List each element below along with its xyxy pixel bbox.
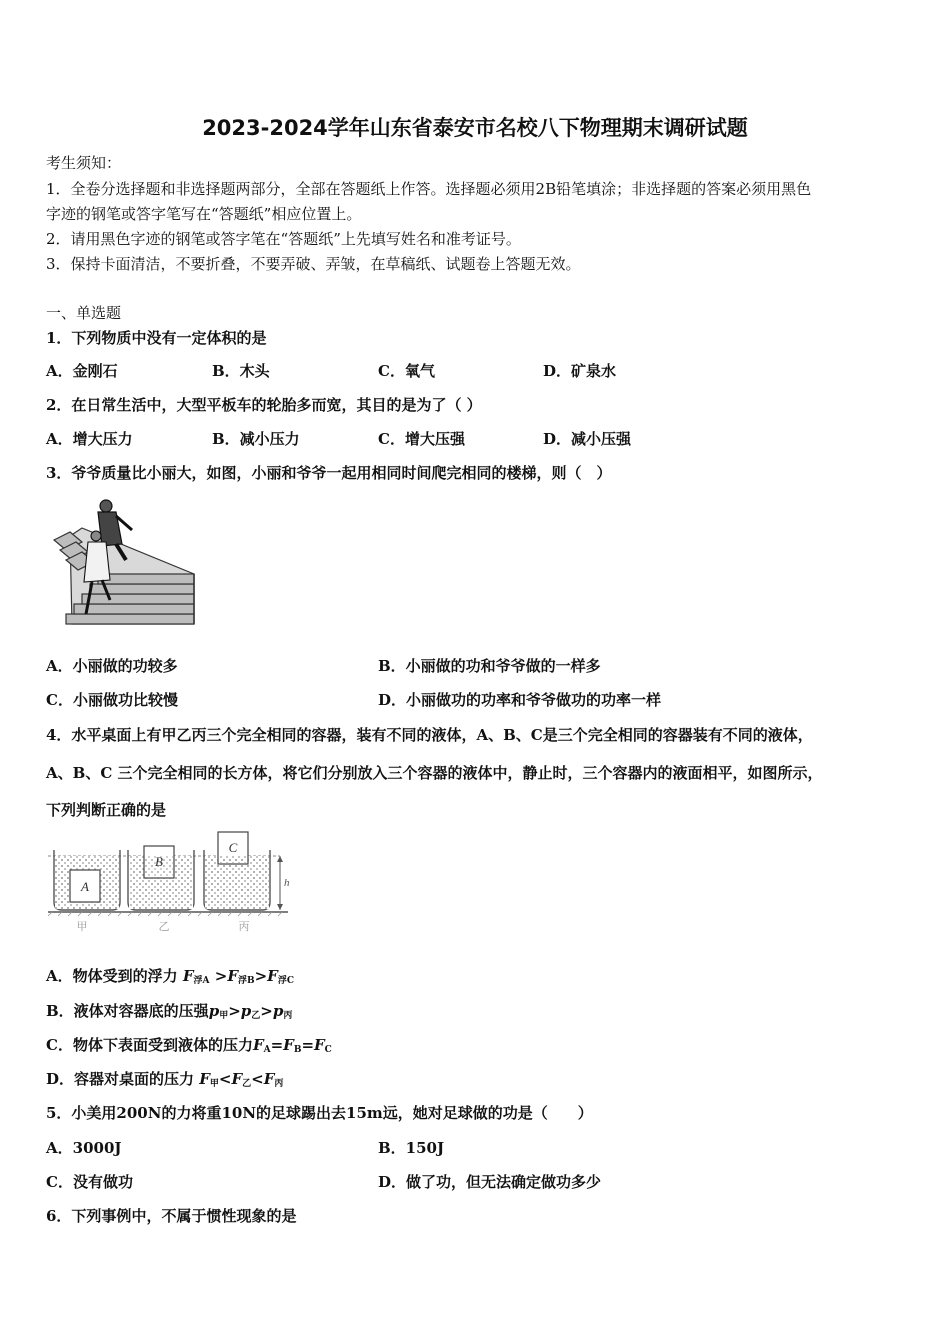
q4-option-c	[46, 1034, 332, 1055]
symbol-F: F	[314, 1036, 325, 1054]
notice-item-1-cont: 字迹的钢笔或答字笔写在“答题纸”相应位置上。	[46, 205, 362, 223]
symbol-F: F	[227, 967, 238, 985]
question-6-stem: 6．下列事例中，不属于惯性现象的是	[46, 1207, 297, 1225]
q5-option-c: C．没有做功	[46, 1173, 133, 1191]
q4-option-b	[46, 1000, 292, 1021]
q4-option-b-text: B．液体对容器底的压强	[46, 1002, 209, 1020]
label-block-a: A	[81, 879, 89, 894]
q4-option-d-text: D．容器对桌面的压力	[46, 1070, 195, 1088]
label-height: h	[284, 877, 290, 889]
q1-option-d: D．矿泉水	[543, 362, 617, 380]
op-gt: >	[254, 967, 268, 985]
symbol-F: F	[182, 967, 194, 985]
symbol-F: F	[263, 1070, 275, 1088]
question-2-stem: 2．在日常生活中，大型平板车的轮胎多而宽，其目的是为了（ ）	[46, 396, 482, 414]
q3-option-b: B．小丽做的功和爷爷做的一样多	[378, 657, 601, 675]
op-lt: <	[251, 1070, 264, 1088]
question-4-line-1: 4．水平桌面上有甲乙丙三个完全相同的容器，装有不同的液体，A、B、C是三个完全相同的容器装有不同的液体，	[46, 726, 813, 744]
sub-c1: A	[263, 1045, 271, 1055]
q2-option-c: C．增大压强	[378, 430, 465, 448]
notice-item-2: 2．请用黑色字迹的钢笔或答字笔在“答题纸”上先填写姓名和准考证号。	[46, 230, 521, 248]
symbol-F: F	[252, 1036, 264, 1054]
sub-a1: 浮A	[193, 976, 210, 986]
q4-option-c-text: C．物体下表面受到液体的压力	[46, 1036, 253, 1054]
op-gt: >	[260, 1002, 273, 1020]
q1-option-a: A．金刚石	[46, 362, 118, 380]
label-block-c: C	[228, 840, 238, 855]
op-eq: =	[301, 1036, 315, 1054]
sub-b1: 甲	[219, 1011, 229, 1021]
q3-option-d: D．小丽做功的功率和爷爷做功的功率一样	[378, 691, 662, 709]
q2-option-b: B．减小压力	[212, 430, 300, 448]
q1-option-c: C．氧气	[378, 362, 435, 380]
label-bing: 丙	[238, 920, 250, 933]
q3-option-a: A．小丽做的功较多	[46, 657, 178, 675]
sub-d1: 甲	[209, 1079, 219, 1089]
label-jia: 甲	[76, 920, 88, 933]
symbol-F: F	[231, 1070, 243, 1088]
question-4-line-2: A、B、C 三个完全相同的长方体，将它们分别放入三个容器的液体中，静止时，三个容器内的液面相平，如图所示，	[46, 764, 823, 782]
question-5-stem: 5．小美用200N的力将重10N的足球踢出去15m远，她对足球做的功是（ ）	[46, 1104, 593, 1122]
label-block-b: B	[155, 854, 163, 869]
op-gt: >	[228, 1002, 241, 1020]
q2-option-d: D．减小压强	[543, 430, 632, 448]
q4-option-d	[46, 1068, 283, 1089]
section-heading: 一、单选题	[46, 304, 122, 322]
sub-d2: 乙	[242, 1079, 252, 1089]
question-4-line-3: 下列判断正确的是	[46, 801, 167, 819]
q5-option-d: D．做了功，但无法确定做功多少	[378, 1173, 602, 1191]
notice-heading: 考生须知：	[46, 154, 122, 172]
q5-option-a: A．3000J	[46, 1139, 122, 1157]
page-title: 2023-2024学年山东省泰安市名校八下物理期末调研试题	[202, 116, 748, 140]
notice-item-3: 3．保持卡面清洁，不要折叠，不要弄破、弄皱，在草稿纸、试题卷上答题无效。	[46, 255, 581, 273]
symbol-p: p	[272, 1002, 284, 1020]
q4-option-a	[46, 965, 294, 986]
symbol-p: p	[208, 1002, 220, 1020]
symbol-F: F	[267, 967, 278, 985]
question-3-stem: 3．爷爷质量比小丽大，如图，小丽和爷爷一起用相同时间爬完相同的楼梯，则（ ）	[46, 464, 612, 482]
sub-c3: C	[324, 1045, 332, 1055]
sub-c2: B	[293, 1045, 302, 1055]
q4-option-a-text: A．物体受到的浮力	[46, 967, 178, 985]
question-1-stem: 1．下列物质中没有一定体积的是	[46, 329, 267, 347]
q1-option-b: B．木头	[212, 362, 270, 380]
symbol-F: F	[283, 1036, 294, 1054]
symbol-F: F	[199, 1070, 210, 1088]
op-eq: =	[270, 1036, 284, 1054]
q2-option-a: A．增大压力	[46, 430, 133, 448]
sub-d3: 丙	[274, 1079, 284, 1089]
notice-item-1: 1．全卷分选择题和非选择题两部分，全部在答题纸上作答。选择题必须用2B铅笔填涂；非选择题的答案必须用黑色	[46, 180, 812, 198]
op-lt: <	[218, 1070, 232, 1088]
op-gt: >	[214, 967, 228, 985]
sub-b3: 丙	[283, 1011, 293, 1021]
symbol-p: p	[240, 1002, 252, 1020]
sub-a3: 浮C	[277, 976, 294, 986]
sub-b2: 乙	[251, 1011, 261, 1021]
q3-option-c: C．小丽做功比较慢	[46, 691, 178, 709]
sub-a2: 浮B	[237, 976, 255, 986]
containers-figure	[48, 828, 298, 936]
label-yi: 乙	[158, 920, 170, 933]
stairs-figure	[52, 496, 198, 632]
q5-option-b: B．150J	[378, 1139, 445, 1157]
